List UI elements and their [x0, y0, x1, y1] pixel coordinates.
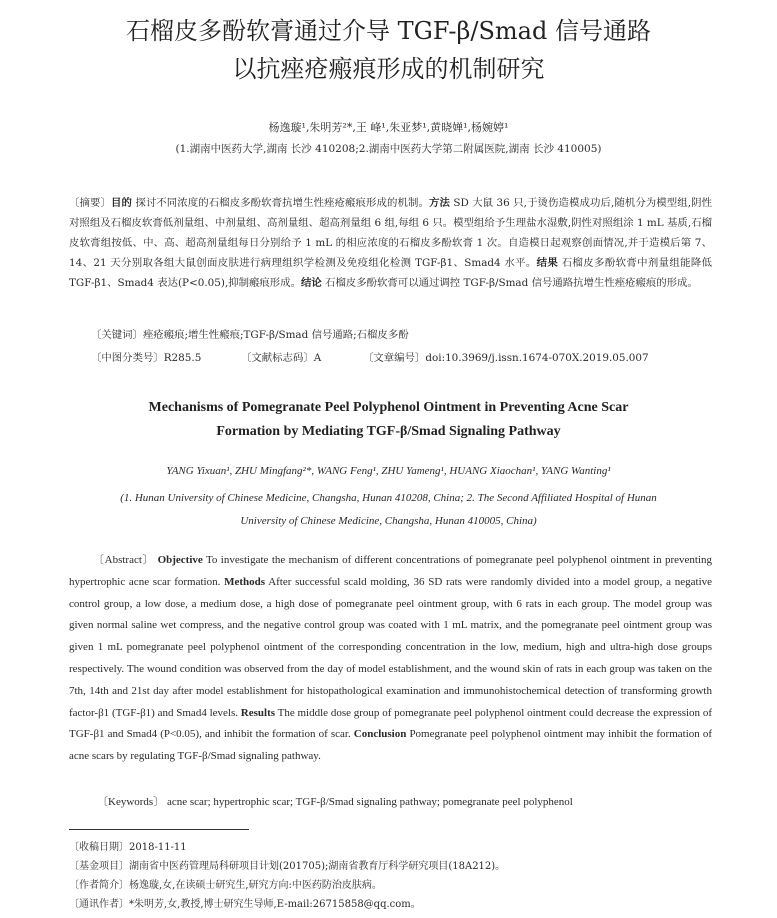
- classification-row: [91, 349, 731, 364]
- document-code-label: 〔文献标志码〕: [241, 352, 314, 364]
- objective-text: 探讨不同浓度的石榴皮多酚软膏抗增生性痤疮瘢痕形成的机制。: [135, 197, 429, 209]
- article-number-label: 〔文章编号〕: [363, 352, 426, 364]
- en-results-label: Results: [240, 706, 276, 719]
- methods-text: SD 大鼠 36 只,于烫伤造模成功后,随机分为模型组,阴性对照组及石榴皮软膏低剂量组、中剂量组、高剂量组、超高剂量组 6 组,每组 6 只。模型组给予生理盐水湿敷,阴性对照组涂 1 mL 基质,石榴皮软膏组按低、中、高、超高剂量组每日分别给予 1 mL 的相应浓度的石榴皮多酚软膏 1 次。自造模日起观察创面情况,并于造模后第 7、14、21 天分别取各组大鼠创面皮肤进行病理组织学检测及免疫组化检测 TGF-β1、Smad4 水平。: [69, 197, 713, 269]
- footnote-received: 〔收稿日期〕2018-11-11: [69, 842, 187, 853]
- chinese-keywords: [91, 326, 711, 341]
- english-affiliation-line-1: (1. Hunan University of Chinese Medicine, Changsha, Hunan 410208, China; 2. The Second Affiliated Hospital of Hunan: [120, 492, 657, 504]
- english-title-line-2: Formation by Mediating TGF-β/Smad Signaling Pathway: [216, 424, 561, 439]
- en-conclusion-text: Pomegranate peel polyphenol ointment may inhibit the formation of acne scars by regulating TGF-β/Smad signaling pathway.: [69, 728, 712, 763]
- chinese-abstract: [69, 193, 712, 293]
- english-title: [0, 396, 777, 444]
- methods-label: 方法: [428, 197, 450, 209]
- en-keywords-label: 〔Keywords〕: [97, 796, 165, 808]
- clc-value: R285.5: [163, 352, 202, 364]
- english-affiliation-line-2: University of Chinese Medicine, Changsha, Hunan 410005, China): [240, 515, 537, 527]
- footnote-fund: 〔基金项目〕湖南省中医药管理局科研项目计划(201705);湖南省教育厅科学研究项目(18A212)。: [69, 861, 506, 872]
- abstract-label: 〔摘要〕: [69, 197, 111, 209]
- en-objective-text: To investigate the mechanism of different concentrations of pomegranate peel polyphenol ointment in preventing hypertrophic acne scar formation.: [69, 554, 713, 588]
- clc-label: 〔中图分类号〕: [91, 352, 164, 364]
- document-code: [241, 349, 363, 364]
- footnote-divider: [69, 829, 249, 830]
- chinese-title: [0, 12, 777, 88]
- article-number: [363, 349, 649, 364]
- document-code-value: A: [313, 352, 322, 364]
- en-conclusion-label: Conclusion: [353, 728, 407, 741]
- keywords-text: 痤疮瘢痕;增生性瘢痕;TGF-β/Smad 信号通路;石榴皮多酚: [142, 329, 409, 341]
- clc-number: [91, 349, 241, 364]
- english-abstract: [69, 550, 712, 768]
- en-objective-label: Objective: [157, 554, 203, 566]
- en-abstract-label: 〔Abstract〕: [93, 554, 155, 566]
- english-affiliation: [0, 487, 777, 533]
- footnote-corresponding: 〔通讯作者〕*朱明芳,女,教授,博士研究生导师,E-mail:26715858@qq.com。: [69, 899, 421, 910]
- keywords-label: 〔关键词〕: [91, 329, 143, 341]
- en-methods-label: Methods: [224, 575, 266, 588]
- chinese-title-line-1: 石榴皮多酚软膏通过介导 TGF-β/Smad 信号通路: [126, 17, 651, 45]
- conclusion-text: 石榴皮多酚软膏可以通过调控 TGF-β/Smad 信号通路抗增生性痤疮瘢痕的形成。: [325, 277, 698, 289]
- en-keywords-text: acne scar; hypertrophic scar; TGF-β/Smad signaling pathway; pomegranate peel polyphenol: [166, 796, 573, 808]
- doi-link[interactable]: doi:10.3969/j.issn.1674-070X.2019.05.007: [425, 352, 649, 364]
- chinese-affiliation: (1.湖南中医药大学,湖南 长沙 410208;2.湖南中医药大学第二附属医院,湖南 长沙 410005): [175, 143, 602, 155]
- en-methods-text: After successful scald molding, 36 SD rats were randomly divided into a model group, a negative control group, a low dose, a medium dose, a high dose of pomegranate peel ointment group, with 6 rats in each group. The model group was given normal saline wet compress, and the negative control group was coated with 1 mL matrix, and the pomegranate peel ointment group was given 1 mL pomegranate peel polyphenol ointment of the corresponding concentration in the low, medium, high and ultra-high dose groups respectively. The wound condition was observed from the day of model establishment, and the wound skin of rats in each group was taken on the 7th, 14th and 21st day after model establishment for histopathological examination and immunohistochemical detection of transforming growth factor-β1 (TGF-β1) and Smad4 levels.: [69, 575, 713, 719]
- english-title-line-1: Mechanisms of Pomegranate Peel Polyphenol Ointment in Preventing Acne Scar: [148, 400, 629, 415]
- chinese-title-line-2: 以抗痤疮瘢痕形成的机制研究: [232, 55, 545, 83]
- english-keywords: [97, 793, 573, 809]
- objective-label: 目的: [110, 197, 132, 209]
- chinese-authors: 杨逸璇¹,朱明芳²*,王 峰¹,朱亚梦¹,黄晓婵¹,杨婉婷¹: [268, 121, 509, 134]
- conclusion-label: 结论: [300, 277, 322, 289]
- results-label: 结果: [536, 257, 559, 269]
- footnote-author-intro: 〔作者简介〕杨逸璇,女,在读硕士研究生,研究方向:中医药防治皮肤病。: [69, 880, 382, 891]
- en-results-text: The middle dose group of pomegranate peel polyphenol ointment could decrease the expression of TGF-β1 and Smad4 (P<0.05), and inhibit the formation of scar.: [69, 706, 713, 741]
- results-text: 石榴皮多酚软膏中剂量组能降低 TGF-β1、Smad4 表达(P<0.05),抑制瘢痕形成。: [69, 257, 712, 289]
- english-authors: YANG Yixuan¹, ZHU Mingfang²*, WANG Feng¹, ZHU Yameng¹, HUANG Xiaochan¹, YANG Wanting¹: [166, 465, 611, 477]
